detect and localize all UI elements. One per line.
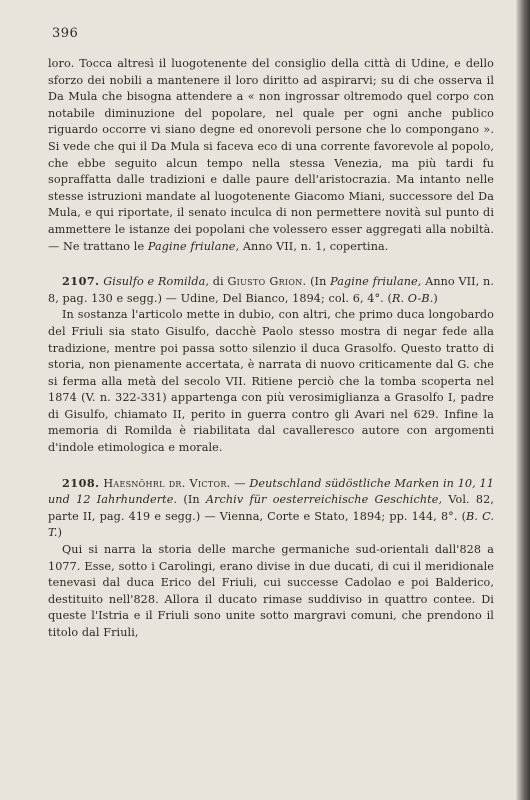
entry-2106-body: loro. Tocca altresì il luogotenente del consiglio della città di Udine, e dello sforzo dei nobili a mantenere il loro diritto ad aspirarvi; su di che osserva il Da Mula che bisogna attendere a « non ingrossar oltremodo quel corpo con notabile diminuzione del popolare, nel quale per ogni anche publico riguardo occorre vi siano degne ed onorevoli persone che lo compongano ». Si vede che qui il Da Mula si faceva eco di una corrente favorevole al popolo, che ebbe seguito alcun tempo nella stessa Venezia, ma più tardi fu sopraffatta dalle tradizioni e dalle paure dell'aristocrazia. Ma intanto nelle stesse istruzioni mandate al luogotenente Giacomo Miani, successore del Da Mula, e qui riportate, il senato inculca di non permettere novità sul punto di ammettere le istanze dei popolani che volessero esser aggregati alla nobiltà. — Ne trattano le xyxy=(48,57,494,253)
entry-2108-journal: Archiv für oesterreichische Geschichte, xyxy=(205,493,443,507)
entry-2107-heading xyxy=(48,273,494,307)
entry-2108-heading xyxy=(48,475,494,542)
entry-2107 xyxy=(48,273,494,457)
entry-2107-author: Giusto Grion. xyxy=(227,275,307,289)
entry-2107-reviewer: R. O-B. xyxy=(391,291,434,305)
entry-2107-pub-open: (In xyxy=(306,275,331,289)
entry-2108-pub-details: Vol. 82, parte II, pag. 419 e segg.) — Vienna, Corte e Stato, 1894; pp. 144, 8°. ( xyxy=(48,493,494,523)
entry-2108 xyxy=(48,475,494,642)
entry-2107-pub-close: ) xyxy=(433,291,438,305)
entry-2108-number: 2108. xyxy=(62,475,100,490)
entry-2108-reviewer: B. C. T. xyxy=(48,509,494,540)
page-edge-shadow xyxy=(516,0,530,800)
entry-2107-number: 2107. xyxy=(62,274,100,289)
entry-2106-journal: Pagine friulane, xyxy=(147,239,240,253)
entry-2107-journal: Pagine friulane, xyxy=(330,275,422,289)
entry-2106-continuation xyxy=(48,56,494,255)
entry-2108-dash: — xyxy=(230,476,250,490)
entry-2107-title: Gisulfo e Romilda, xyxy=(103,275,210,289)
entry-2107-summary: In sostanza l'articolo mette in dubio, con altri, che primo duca longobardo del Friuli sia stato Gisulfo, dacchè Paolo stesso mostra di negar fede alla tradizione, mentre poi passa sotto silenzio il duca Grasolfo. Questo tratto di storia, non pienamente accertata, è narrata di nuovo criticamente dal G. che si ferma alla metà del secolo VII. Ritiene perciò che la tomba scoperta nel 1874 (V. n. 322-331) appartenga con più verosimiglianza a Grasolfo I, padre di Gisulfo, chiamato II, perito in guerra contro gli Avari nel 629. Infine la memoria di Romilda è riabilitata dal cavalleresco autore con argomenti d'indole etimologica e morale. xyxy=(48,308,494,455)
entry-2108-summary: Qui si narra la storia delle marche germaniche sud-orientali dall'828 a 1077. Esse, sotto i Carolingi, erano divise in due ducati, di cui il meridionale tenevasi dal duca Erico del Friuli, cui successe Cadolao e poi Balderico, destituito nell'828. Allora il ducato rimase suddiviso in quattro contee. Di queste l'Istria e il Friuli sono unite sotto margravi comuni, che prendono il titolo dal Friuli, xyxy=(48,543,494,639)
entry-2106-citation: Anno VII, n. 1, copertina. xyxy=(239,239,389,253)
page-number: 396 xyxy=(52,26,79,41)
entry-2108-pub-close: ) xyxy=(57,526,63,540)
entry-2108-pub-open: (In xyxy=(177,493,206,507)
entry-2107-pub-details: Anno VII, n. 8, pag. 130 e segg.) — Udine, Del Bianco, 1894; col. 6, 4°. ( xyxy=(48,275,494,305)
entry-2108-title: Deutschland südöstliche Marken in 10, 11 und 12 Iahrhunderte. xyxy=(48,476,494,507)
entry-2106-text xyxy=(48,56,494,255)
entry-2108-author: Haesnöhrl dr. Victor. xyxy=(103,476,231,490)
entry-2107-by: di xyxy=(209,275,228,289)
